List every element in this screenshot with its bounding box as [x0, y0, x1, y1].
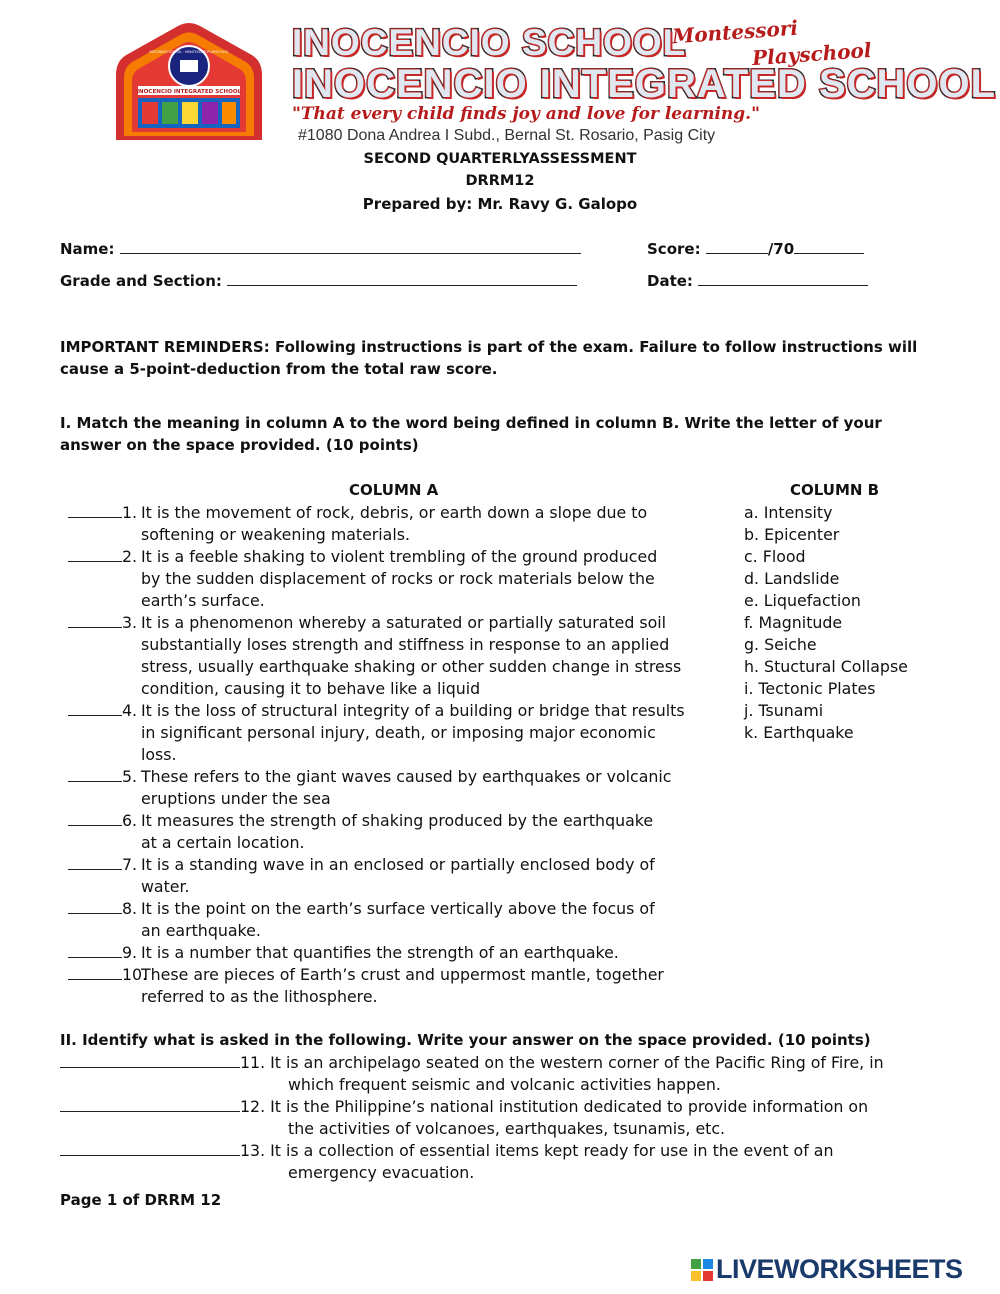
score-total: /70 [767, 240, 795, 258]
date-label: Date: [647, 272, 693, 290]
column-b-choice: d. Landslide [744, 569, 840, 588]
item-number-text: 4. [122, 701, 138, 720]
item-text-line: condition, causing it to behave like a liquid [141, 679, 481, 698]
school-address: #1080 Dona Andrea I Subd., Bernal St. Rosario, Pasig City [298, 127, 716, 144]
item-text-line: It is the point on the earth’s surface vertically above the focus of [141, 899, 655, 918]
column-a-item [68, 854, 738, 898]
score-field [647, 239, 864, 258]
column-a-item [68, 546, 738, 612]
answer-blank[interactable] [68, 854, 122, 870]
column-a-item [68, 612, 738, 700]
item-number-text: 3. [122, 613, 138, 632]
identification-text-line: emergency evacuation. [288, 1163, 475, 1182]
item-text-line: earth’s surface. [141, 591, 265, 610]
liveworksheets-wordmark: LIVEWORKSHEETS [716, 1254, 963, 1284]
item-text-line: in significant personal injury, death, or imposing major economic [141, 723, 656, 742]
important-reminders: IMPORTANT REMINDERS: Following instructions is part of the exam. Failure to follow instructions will cause a 5-point-deduction from the total raw score. [60, 338, 918, 378]
identification-text-line: the activities of volcanoes, earthquakes, tsunamis, etc. [288, 1119, 726, 1138]
liveworksheets-logo-icon [690, 1258, 714, 1282]
item-text-line: It measures the strength of shaking produced by the earthquake [141, 811, 654, 830]
answer-blank[interactable] [68, 898, 122, 914]
grade-section-label: Grade and Section: [60, 272, 222, 290]
column-b-header: COLUMN B [790, 481, 880, 499]
item-number [68, 942, 137, 964]
item-number-text: 6. [122, 811, 138, 830]
item-number [68, 546, 137, 568]
column-b-choice: e. Liquefaction [744, 591, 861, 610]
item-number-text: 5. [122, 767, 138, 786]
item-text-line: stress, usually earthquake shaking or other sudden change in stress [141, 657, 682, 676]
item-text-line: It is the movement of rock, debris, or earth down a slope due to [141, 503, 648, 522]
item-number [68, 964, 147, 986]
column-a-item [68, 502, 738, 546]
item-number [68, 810, 137, 832]
subject-code: DRRM12 [465, 173, 535, 189]
identification-text-line: 12. It is the Philippine’s national institution dedicated to provide information on [240, 1097, 869, 1116]
item-text-line: These refers to the giant waves caused by earthquakes or volcanic [141, 767, 672, 786]
column-a-item [68, 898, 738, 942]
item-number [68, 700, 137, 722]
grade-section-field [60, 271, 577, 290]
column-b-choice: g. Seiche [744, 635, 817, 654]
item-text-line: an earthquake. [141, 921, 261, 940]
answer-blank[interactable] [68, 700, 122, 716]
column-a-item [68, 766, 738, 810]
part1-instruction: I. Match the meaning in column A to the word being defined in column B. Write the letter of your answer on the space provided. (10 points) [60, 414, 882, 454]
item-text-line: by the sudden displacement of rocks or rock materials below the [141, 569, 655, 588]
answer-blank[interactable] [68, 942, 122, 958]
column-b-choice: f. Magnitude [744, 613, 843, 632]
name-input-line[interactable] [120, 239, 581, 254]
answer-blank[interactable] [68, 766, 122, 782]
item-text-line: substantially loses strength and stiffness in response to an applied [141, 635, 670, 654]
answer-blank[interactable] [60, 1096, 240, 1112]
answer-blank[interactable] [68, 546, 122, 562]
column-a-item [68, 700, 738, 766]
item-number [68, 502, 137, 524]
item-text-line: It is a standing wave in an enclosed or partially enclosed body of [141, 855, 655, 874]
item-text-line: It is a phenomenon whereby a saturated or partially saturated soil [141, 613, 667, 632]
item-text-line: at a certain location. [141, 833, 305, 852]
identification-text-line: 13. It is a collection of essential items kept ready for use in the event of an [240, 1141, 834, 1160]
item-number [68, 854, 137, 876]
item-text-line: water. [141, 877, 190, 896]
name-label: Name: [60, 240, 115, 258]
column-b-choice: j. Tsunami [744, 701, 824, 720]
score-input-line[interactable] [706, 239, 768, 254]
answer-blank[interactable] [68, 612, 122, 628]
prepared-by: Prepared by: Mr. Ravy G. Galopo [362, 195, 638, 213]
column-a-item [68, 810, 738, 854]
column-b-choice: a. Intensity [744, 503, 833, 522]
item-number [68, 898, 137, 920]
column-b-choice: i. Tectonic Plates [744, 679, 876, 698]
column-a-item [68, 942, 738, 964]
name-field [60, 239, 581, 258]
item-number-text: 7. [122, 855, 138, 874]
part2-instruction: II. Identify what is asked in the following. Write your answer on the space provided. (10 points) [60, 1031, 871, 1049]
answer-blank[interactable] [60, 1140, 240, 1156]
column-b-choice: b. Epicenter [744, 525, 840, 544]
item-number-text: 10. [122, 965, 148, 984]
school-crest-icon [108, 20, 270, 142]
column-b-choice: k. Earthquake [744, 723, 854, 742]
item-text-line: softening or weakening materials. [141, 525, 411, 544]
crest-bottom-text: INOCENCIO INTEGRATED SCHOOL [136, 89, 242, 95]
item-number-text: 9. [122, 943, 138, 962]
column-b-choice: h. Stuctural Collapse [744, 657, 908, 676]
item-text-line: It is a feeble shaking to violent trembling of the ground produced [141, 547, 658, 566]
date-field [647, 271, 868, 290]
item-text-line: These are pieces of Earth’s crust and uppermost mantle, together [141, 965, 664, 984]
item-number-text: 1. [122, 503, 138, 522]
item-number [68, 612, 137, 634]
school-name-secondary: INOCENCIO INTEGRATED SCHOOL [292, 62, 997, 106]
answer-blank[interactable] [68, 964, 122, 980]
item-number-text: 8. [122, 899, 138, 918]
school-name-primary: INOCENCIO SCHOOL [292, 22, 687, 63]
item-number-text: 2. [122, 547, 138, 566]
grade-section-input-line[interactable] [227, 271, 577, 286]
score-trailing-line [794, 239, 864, 254]
crest-top-text: INOCENCIO SCHOOL · MONTESSORI PLAYSCHOOL [149, 50, 229, 54]
identification-text-line: 11. It is an archipelago seated on the western corner of the Pacific Ring of Fire, in [240, 1053, 884, 1072]
montessori-script: Montessori [671, 15, 799, 49]
item-number [68, 766, 137, 788]
answer-blank[interactable] [68, 502, 122, 518]
column-a-header: COLUMN A [349, 481, 439, 499]
item-text-line: eruptions under the sea [141, 789, 331, 808]
identification-text-line: which frequent seismic and volcanic activities happen. [288, 1075, 721, 1094]
exam-title: SECOND QUARTERLYASSESSMENT [363, 151, 637, 167]
item-text-line: loss. [141, 745, 177, 764]
column-a-item [68, 964, 738, 1008]
item-text-line: It is the loss of structural integrity of a building or bridge that results [141, 701, 685, 720]
answer-blank[interactable] [60, 1052, 240, 1068]
column-b-choice: c. Flood [744, 547, 806, 566]
answer-blank[interactable] [68, 810, 122, 826]
item-text-line: referred to as the lithosphere. [141, 987, 378, 1006]
page-footer: Page 1 of DRRM 12 [60, 1191, 222, 1209]
item-text-line: It is a number that quantifies the strength of an earthquake. [141, 943, 619, 962]
score-label: Score: [647, 240, 701, 258]
school-tagline: "That every child finds joy and love for learning." [292, 104, 760, 124]
date-input-line[interactable] [698, 271, 868, 286]
playschool-script: Playschool [751, 37, 873, 71]
